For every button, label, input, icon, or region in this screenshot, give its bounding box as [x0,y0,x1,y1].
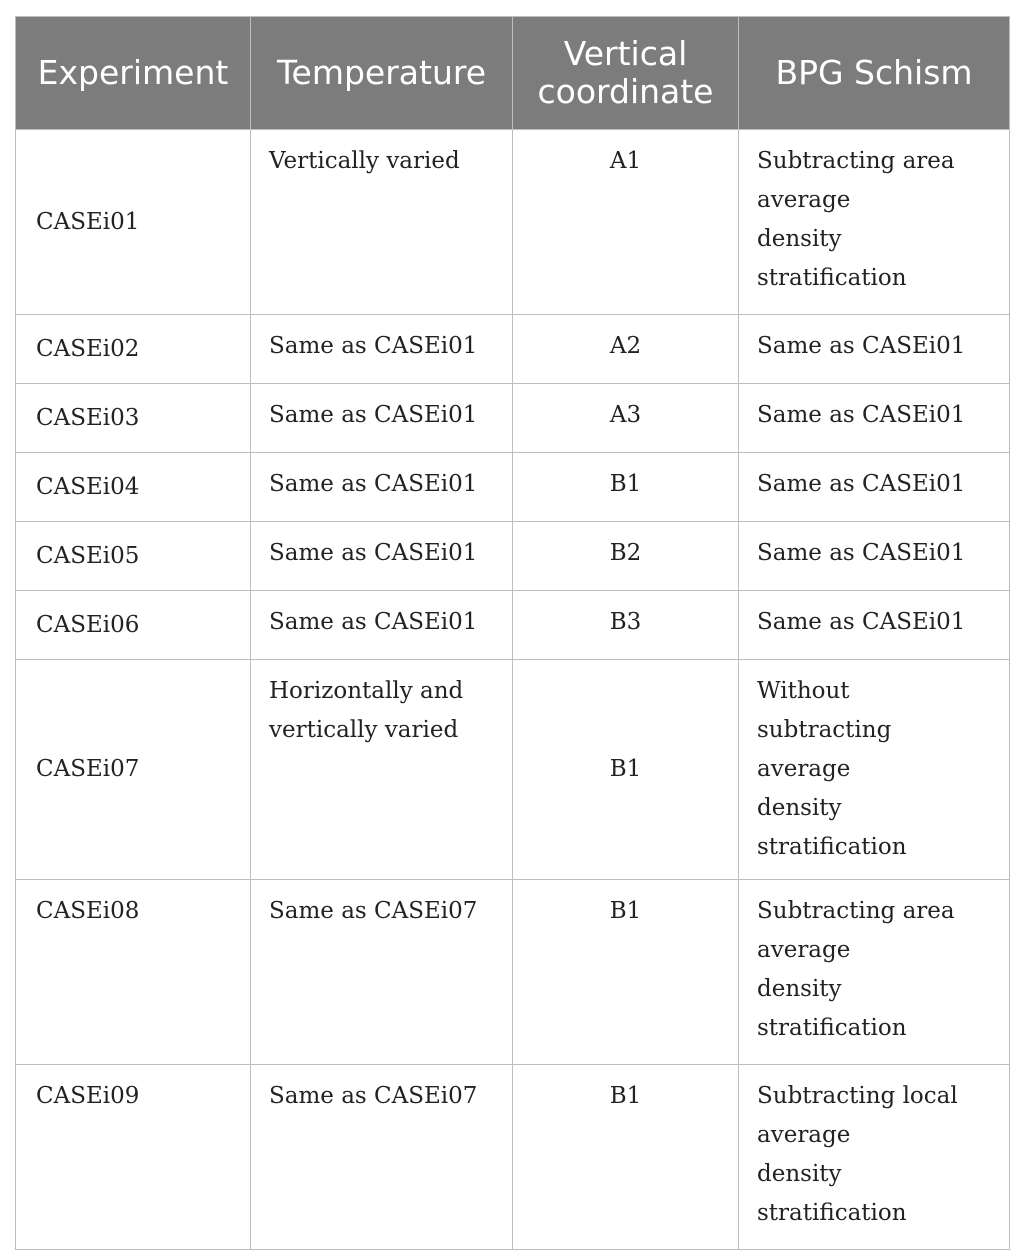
cell-temperature: Same as CASEi01 [251,453,513,522]
cell-vertical-coordinate: B1 [513,453,739,522]
bpg-line: stratification [757,1200,907,1226]
bpg-line: stratification [757,1015,907,1041]
bpg-line: Same as CASEi01 [757,471,966,497]
table-row [16,130,1010,315]
bpg-line: density [757,795,842,821]
cell-vertical-coordinate: B2 [513,522,739,591]
cell-vertical-coordinate: A2 [513,315,739,384]
bpg-line: density [757,976,842,1002]
cell-experiment: CASEi01 [16,130,251,315]
cell-bpg-schism [739,315,1010,384]
cell-experiment: CASEi02 [16,315,251,384]
cell-vertical-coordinate: B1 [513,880,739,1065]
cell-experiment: CASEi03 [16,384,251,453]
cell-vertical-coordinate: B1 [513,1065,739,1250]
table-row [16,880,1010,1065]
cell-bpg-schism [739,660,1010,880]
cell-experiment: CASEi09 [16,1065,251,1250]
cell-bpg-schism [739,453,1010,522]
table-row [16,1065,1010,1250]
cell-bpg-schism [739,591,1010,660]
cell-experiment: CASEi06 [16,591,251,660]
cell-temperature: Same as CASEi01 [251,384,513,453]
bpg-line: Subtracting area [757,898,955,924]
temperature-line: vertically varied [269,717,459,743]
bpg-line: density [757,226,842,252]
cell-experiment: CASEi07 [16,660,251,880]
bpg-line: Without [757,678,850,704]
bpg-line: Same as CASEi01 [757,402,966,428]
bpg-line: subtracting average [757,717,892,782]
table-row [16,591,1010,660]
bpg-line: Subtracting area [757,148,955,174]
cell-experiment: CASEi04 [16,453,251,522]
cell-vertical-coordinate: A1 [513,130,739,315]
cell-temperature: Same as CASEi01 [251,522,513,591]
cell-temperature: Vertically varied [251,130,513,315]
bpg-line: density [757,1161,842,1187]
table-row [16,660,1010,880]
header-row [16,17,1010,130]
temperature-line: Horizontally and [269,678,464,704]
header-bpg-schism: BPG Schism [739,17,1010,130]
header-vertical-coordinate [513,17,739,130]
cell-bpg-schism [739,384,1010,453]
cell-bpg-schism [739,130,1010,315]
cell-temperature: Same as CASEi01 [251,591,513,660]
bpg-line: average [757,937,851,963]
cell-temperature: Same as CASEi07 [251,1065,513,1250]
cell-bpg-schism [739,1065,1010,1250]
cell-temperature: Same as CASEi07 [251,880,513,1065]
bpg-line: average [757,1122,851,1148]
bpg-line: Subtracting local [757,1083,958,1109]
cell-bpg-schism [739,522,1010,591]
bpg-line: Same as CASEi01 [757,333,966,359]
header-vertical-line1: Vertical [563,34,688,73]
header-temperature: Temperature [251,17,513,130]
bpg-line: stratification [757,834,907,860]
cell-vertical-coordinate: B3 [513,591,739,660]
cell-bpg-schism [739,880,1010,1065]
table-row [16,453,1010,522]
table-row [16,384,1010,453]
experiment-table [15,16,1010,1250]
cell-experiment: CASEi05 [16,522,251,591]
table-row [16,315,1010,384]
cell-experiment: CASEi08 [16,880,251,1065]
bpg-line: stratification [757,265,907,291]
bpg-line: Same as CASEi01 [757,540,966,566]
bpg-line: Same as CASEi01 [757,609,966,635]
bpg-line: average [757,187,851,213]
table-row [16,522,1010,591]
cell-vertical-coordinate: B1 [513,660,739,880]
cell-vertical-coordinate: A3 [513,384,739,453]
header-vertical-line2: coordinate [537,72,714,111]
cell-temperature: Same as CASEi01 [251,315,513,384]
cell-temperature [251,660,513,880]
header-experiment: Experiment [16,17,251,130]
